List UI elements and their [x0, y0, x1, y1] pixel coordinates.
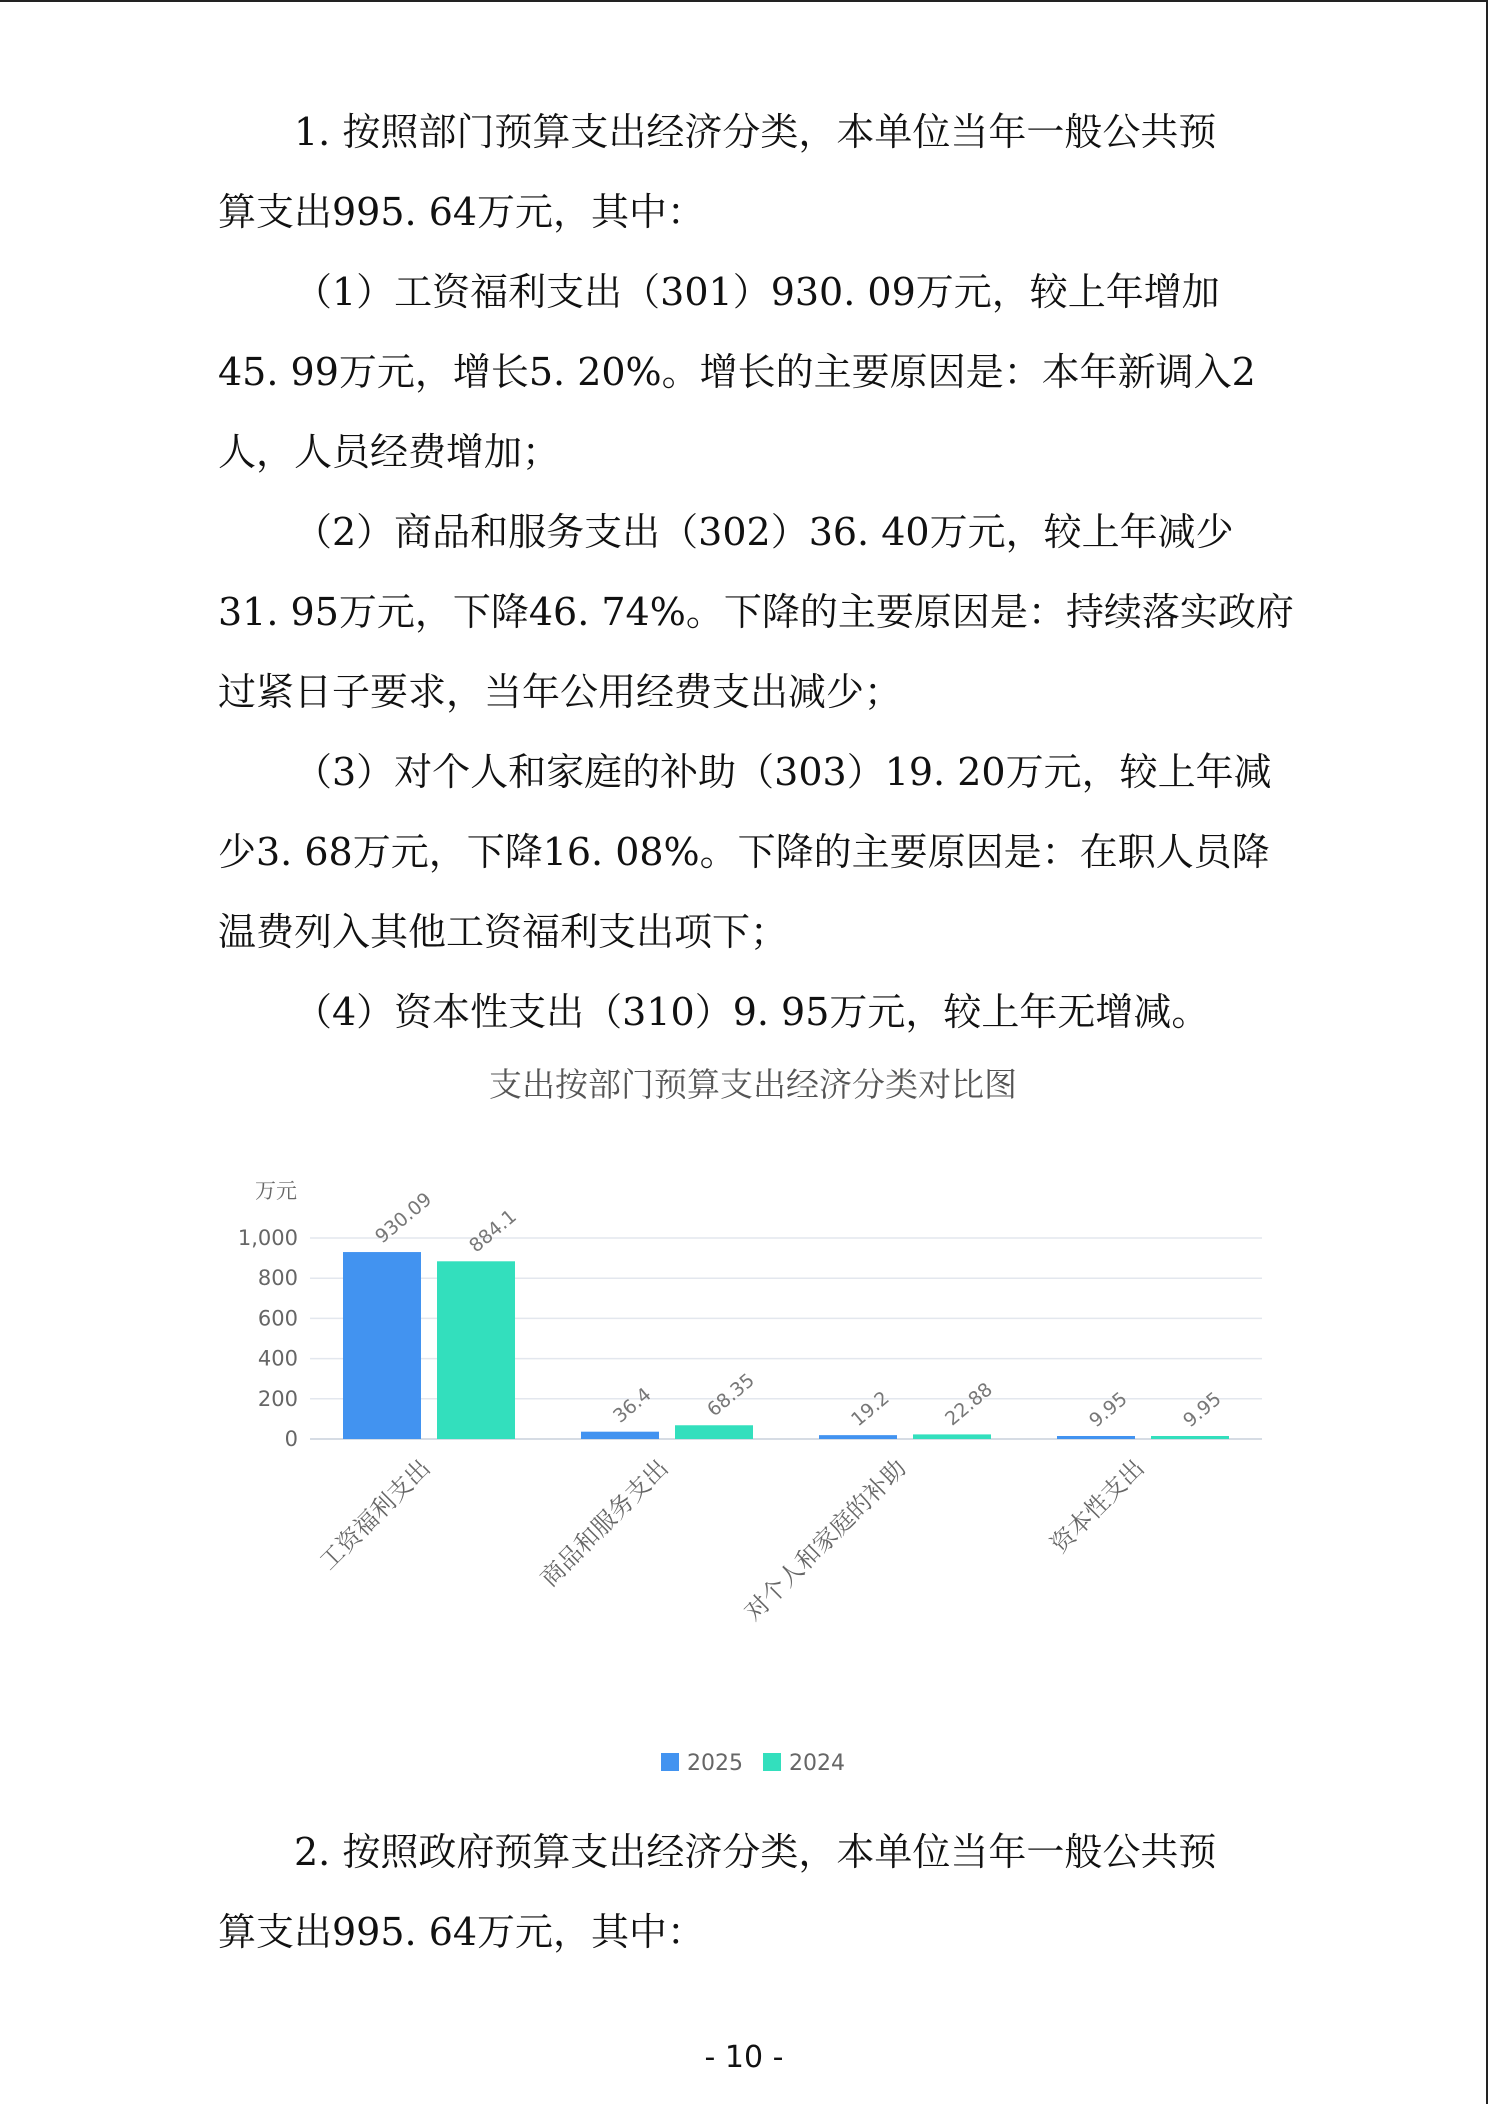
- bar-2025: [581, 1432, 659, 1439]
- paragraph-line: 算支出995. 64万元，其中：: [218, 190, 706, 234]
- paragraph-line: 温费列入其他工资福利支出项下；: [218, 910, 789, 954]
- bar-2025: [819, 1435, 897, 1439]
- legend-label: 2025: [687, 1751, 743, 1776]
- paragraph-line: 31. 95万元，下降46. 74%。下降的主要原因是：持续落实政府: [218, 590, 1294, 634]
- paragraph-6: [218, 1812, 1288, 1972]
- bar-2025: [1057, 1436, 1135, 1439]
- bar-2025: [343, 1252, 421, 1439]
- x-tick-label: 工资福利支出: [314, 1453, 436, 1576]
- data-label: 68.35: [703, 1369, 759, 1422]
- paragraph-line: （1）工资福利支出（301）930. 09万元，较上年增加: [294, 270, 1220, 314]
- paragraph-line: 2. 按照政府预算支出经济分类，本单位当年一般公共预: [294, 1830, 1217, 1874]
- bar-chart-svg: [218, 1060, 1288, 1800]
- paragraph-line: 过紧日子要求，当年公用经费支出减少；: [218, 670, 903, 714]
- paragraph-line: 人，人员经费增加；: [218, 430, 561, 474]
- legend-label: 2024: [789, 1751, 845, 1776]
- paragraph-4: [218, 732, 1288, 972]
- legend-swatch: [763, 1753, 781, 1771]
- paragraph-5: [218, 972, 1288, 1052]
- y-tick-label: 1,000: [237, 1226, 298, 1250]
- bar-2024: [913, 1434, 991, 1439]
- paragraph-line: （4）资本性支出（310）9. 95万元，较上年无增减。: [294, 990, 1210, 1034]
- paragraph-line: （3）对个人和家庭的补助（303）19. 20万元，较上年减: [294, 750, 1272, 794]
- y-tick-label: 0: [284, 1427, 298, 1451]
- bar-2024: [437, 1261, 515, 1439]
- data-label: 9.95: [1179, 1387, 1226, 1432]
- paragraph-3: [218, 492, 1294, 732]
- y-tick-label: 800: [257, 1266, 298, 1291]
- page-top-border: [0, 0, 1488, 2]
- data-label: 22.88: [941, 1378, 997, 1431]
- y-tick-label: 200: [257, 1386, 298, 1411]
- data-label: 930.09: [371, 1188, 437, 1248]
- y-tick-label: 600: [257, 1306, 298, 1331]
- page-number: - 10 -: [704, 2040, 784, 2075]
- x-tick-label: 商品和服务支出: [535, 1453, 674, 1593]
- y-tick-label: 400: [257, 1346, 298, 1371]
- chart-title: 支出按部门预算支出经济分类对比图: [489, 1065, 1017, 1104]
- paragraph-line: 少3. 68万元，下降16. 08%。下降的主要原因是：在职人员降: [218, 830, 1270, 874]
- paragraph-line: 1. 按照部门预算支出经济分类，本单位当年一般公共预: [294, 110, 1217, 154]
- data-label: 19.2: [847, 1386, 894, 1431]
- data-label: 884.1: [465, 1205, 521, 1258]
- paragraph-line: 算支出995. 64万元，其中：: [218, 1910, 706, 1954]
- paragraph-line: （2）商品和服务支出（302）36. 40万元，较上年减少: [294, 510, 1234, 554]
- bar-2024: [1151, 1436, 1229, 1439]
- data-label: 36.4: [609, 1383, 656, 1428]
- paragraph-line: 45. 99万元，增长5. 20%。增长的主要原因是：本年新调入2: [218, 350, 1256, 394]
- y-axis-unit: 万元: [255, 1179, 297, 1203]
- x-tick-label: 资本性支出: [1045, 1453, 1150, 1559]
- bar-2024: [675, 1425, 753, 1439]
- x-tick-label: 对个人和家庭的补助: [739, 1453, 912, 1627]
- paragraph-2: [218, 252, 1288, 492]
- data-label: 9.95: [1085, 1387, 1132, 1432]
- expenditure-comparison-chart: [218, 1060, 1288, 1800]
- paragraph-1: [218, 92, 1288, 252]
- legend-swatch: [661, 1753, 679, 1771]
